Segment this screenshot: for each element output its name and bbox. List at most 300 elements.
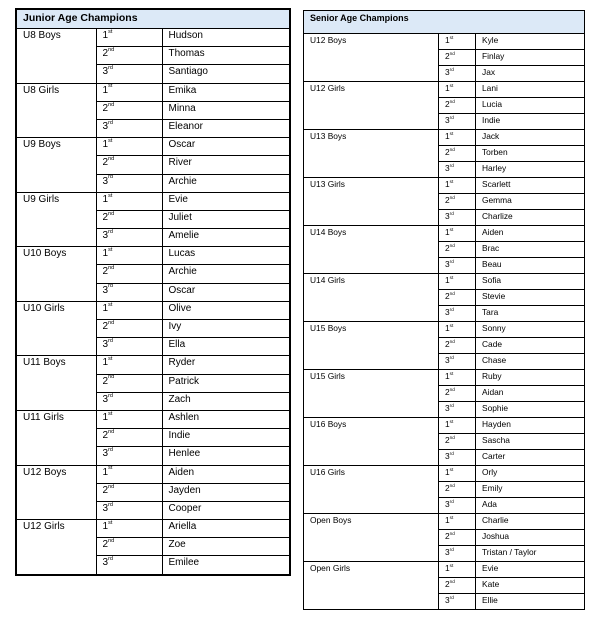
place-cell <box>439 482 476 498</box>
table-row <box>16 320 290 338</box>
place-number: 2 <box>445 51 450 61</box>
table-row <box>16 392 290 410</box>
table-row <box>304 322 585 338</box>
place-number: 2 <box>445 147 450 157</box>
winner-name-cell: Tristan / Taylor <box>476 546 585 562</box>
winner-name-cell: Jax <box>476 66 585 82</box>
junior-table-header <box>16 9 290 29</box>
place-cell <box>96 283 162 301</box>
table-row <box>16 465 290 483</box>
place-number: 2 <box>102 266 109 278</box>
place-number: 1 <box>445 227 450 237</box>
place-suffix: st <box>449 274 454 280</box>
place-suffix: rd <box>108 228 113 235</box>
category-cell <box>304 210 439 226</box>
place-cell <box>439 274 476 290</box>
category-cell <box>16 229 96 247</box>
place-cell <box>439 386 476 402</box>
table-row <box>16 283 290 301</box>
table-row <box>16 83 290 101</box>
place-suffix: nd <box>449 146 455 152</box>
place-cell <box>96 374 162 392</box>
place-cell <box>439 290 476 306</box>
place-cell <box>439 450 476 466</box>
place-suffix: rd <box>449 306 454 312</box>
table-row <box>16 501 290 519</box>
place-number: 2 <box>102 375 109 387</box>
winner-name-cell: Aiden <box>162 465 290 483</box>
winner-name-cell: Oscar <box>162 283 290 301</box>
category-cell <box>16 501 96 519</box>
place-number: 3 <box>445 259 450 269</box>
category-cell <box>304 66 439 82</box>
place-number: 3 <box>445 67 450 77</box>
place-suffix: nd <box>449 242 455 248</box>
winner-name-cell: Torben <box>476 146 585 162</box>
category-cell <box>304 242 439 258</box>
category-cell <box>16 374 96 392</box>
winner-name-cell: Ella <box>162 338 290 356</box>
place-number: 1 <box>102 466 109 478</box>
place-number: 3 <box>102 502 109 514</box>
winner-name-cell: Evie <box>162 192 290 210</box>
table-row <box>16 119 290 137</box>
place-suffix: nd <box>449 98 455 104</box>
table-row <box>16 520 290 538</box>
winner-name-cell: Indie <box>476 114 585 130</box>
table-row <box>304 66 585 82</box>
category-cell: U9 Girls <box>16 192 96 210</box>
table-row <box>16 356 290 374</box>
senior-table-header <box>304 11 585 34</box>
place-suffix: st <box>108 356 113 363</box>
place-number: 3 <box>102 230 109 242</box>
table-row <box>304 258 585 274</box>
place-suffix: nd <box>449 338 455 344</box>
winner-name-cell: Tara <box>476 306 585 322</box>
place-cell <box>96 119 162 137</box>
place-number: 2 <box>445 243 450 253</box>
junior-title: Junior Age Champions <box>16 9 290 29</box>
place-cell <box>96 192 162 210</box>
table-row <box>16 556 290 575</box>
winner-name-cell: Archie <box>162 174 290 192</box>
category-cell <box>16 320 96 338</box>
table-row <box>304 514 585 530</box>
category-cell: U9 Boys <box>16 138 96 156</box>
winner-name-cell: Scarlett <box>476 178 585 194</box>
senior-title: Senior Age Champions <box>304 11 585 34</box>
category-cell <box>16 429 96 447</box>
winner-name-cell: Henlee <box>162 447 290 465</box>
place-suffix: nd <box>108 156 115 163</box>
table-row <box>16 429 290 447</box>
winner-name-cell: Kate <box>476 578 585 594</box>
place-number: 1 <box>445 467 450 477</box>
place-number: 1 <box>445 419 450 429</box>
place-cell <box>439 194 476 210</box>
table-row <box>16 265 290 283</box>
place-cell <box>96 247 162 265</box>
table-row <box>16 156 290 174</box>
place-number: 3 <box>445 211 450 221</box>
category-cell <box>304 482 439 498</box>
table-row <box>304 354 585 370</box>
table-row <box>304 578 585 594</box>
winner-name-cell: River <box>162 156 290 174</box>
winner-name-cell: Hudson <box>162 29 290 47</box>
table-row <box>304 34 585 50</box>
category-cell <box>16 119 96 137</box>
winner-name-cell: Beau <box>476 258 585 274</box>
category-cell: U16 Girls <box>304 466 439 482</box>
winner-name-cell: Olive <box>162 301 290 319</box>
winner-name-cell: Sonny <box>476 322 585 338</box>
place-suffix: rd <box>449 258 454 264</box>
place-cell <box>96 210 162 228</box>
category-cell <box>304 290 439 306</box>
place-suffix: nd <box>449 434 455 440</box>
winner-name-cell: Santiago <box>162 65 290 83</box>
place-suffix: nd <box>108 538 115 545</box>
table-row <box>304 50 585 66</box>
place-suffix: nd <box>449 50 455 56</box>
place-number: 2 <box>102 321 109 332</box>
category-cell: U12 Boys <box>16 465 96 483</box>
place-number: 3 <box>102 448 109 460</box>
place-cell <box>96 429 162 447</box>
place-cell <box>439 226 476 242</box>
winner-name-cell: Brac <box>476 242 585 258</box>
category-cell <box>16 283 96 301</box>
place-suffix: st <box>108 137 113 144</box>
place-suffix: st <box>108 83 113 90</box>
winner-name-cell: Joshua <box>476 530 585 546</box>
category-cell <box>304 402 439 418</box>
winner-name-cell: Gemma <box>476 194 585 210</box>
place-cell <box>439 66 476 82</box>
category-cell <box>16 156 96 174</box>
category-cell <box>304 194 439 210</box>
place-cell <box>439 162 476 178</box>
place-cell <box>439 546 476 562</box>
place-number: 1 <box>102 357 109 369</box>
place-cell <box>439 514 476 530</box>
place-cell <box>96 410 162 428</box>
place-suffix: rd <box>449 210 454 216</box>
place-number: 3 <box>102 284 109 296</box>
place-cell <box>439 418 476 434</box>
table-row <box>16 247 290 265</box>
winner-name-cell: Carter <box>476 450 585 466</box>
place-number: 1 <box>102 521 109 533</box>
place-cell <box>439 98 476 114</box>
senior-champions-table <box>303 10 585 610</box>
winner-name-cell: Indie <box>162 429 290 447</box>
place-cell <box>439 82 476 98</box>
place-cell <box>439 322 476 338</box>
winner-name-cell: Eleanor <box>162 119 290 137</box>
table-row <box>16 101 290 119</box>
place-suffix: st <box>108 28 113 35</box>
place-number: 3 <box>102 175 109 187</box>
place-number: 1 <box>445 179 450 189</box>
place-cell <box>96 338 162 356</box>
category-cell: U15 Girls <box>304 370 439 386</box>
category-cell <box>16 174 96 192</box>
place-cell <box>439 594 476 610</box>
winner-name-cell: Minna <box>162 101 290 119</box>
place-suffix: nd <box>449 386 455 392</box>
table-row <box>16 65 290 83</box>
category-cell <box>304 162 439 178</box>
junior-table-body <box>16 9 290 575</box>
table-row <box>304 498 585 514</box>
table-row <box>304 546 585 562</box>
table-row <box>304 130 585 146</box>
place-cell <box>96 556 162 575</box>
place-suffix: rd <box>108 119 113 126</box>
place-number: 1 <box>102 139 109 151</box>
table-row <box>304 210 585 226</box>
category-cell <box>304 386 439 402</box>
winner-name-cell: Charlize <box>476 210 585 226</box>
table-row <box>16 483 290 501</box>
winner-name-cell: Juliet <box>162 210 290 228</box>
place-number: 3 <box>445 307 450 317</box>
table-row <box>16 410 290 428</box>
place-suffix: rd <box>108 392 113 399</box>
place-cell <box>96 356 162 374</box>
winner-name-cell: Sascha <box>476 434 585 450</box>
category-cell <box>16 47 96 65</box>
winner-name-cell: Harley <box>476 162 585 178</box>
category-cell: Open Boys <box>304 514 439 530</box>
place-suffix: st <box>449 562 454 568</box>
category-cell <box>16 338 96 356</box>
place-cell <box>439 258 476 274</box>
category-cell <box>16 101 96 119</box>
place-number: 2 <box>102 211 109 223</box>
place-cell <box>96 83 162 101</box>
table-row <box>16 138 290 156</box>
place-number: 3 <box>102 120 109 132</box>
category-cell <box>304 594 439 610</box>
category-cell <box>304 546 439 562</box>
place-suffix: st <box>449 130 454 136</box>
place-number: 3 <box>102 339 109 351</box>
winner-name-cell: Patrick <box>162 374 290 392</box>
table-row <box>16 47 290 65</box>
place-cell <box>439 434 476 450</box>
place-suffix: rd <box>108 283 113 290</box>
place-cell <box>439 178 476 194</box>
category-cell <box>304 450 439 466</box>
place-number: 1 <box>102 84 109 96</box>
place-suffix: nd <box>108 428 115 435</box>
category-cell <box>304 530 439 546</box>
place-number: 3 <box>445 403 450 413</box>
place-suffix: st <box>108 410 113 417</box>
category-cell <box>304 114 439 130</box>
place-cell <box>439 338 476 354</box>
place-suffix: nd <box>449 194 455 200</box>
place-cell <box>96 465 162 483</box>
place-suffix: nd <box>108 319 115 326</box>
table-row <box>304 82 585 98</box>
place-number: 3 <box>102 66 109 78</box>
place-suffix: rd <box>449 162 454 168</box>
senior-table-body <box>304 11 585 610</box>
winner-name-cell: Emilee <box>162 556 290 575</box>
place-number: 1 <box>445 275 450 285</box>
category-cell: U11 Girls <box>16 410 96 428</box>
place-cell <box>96 501 162 519</box>
category-cell <box>304 306 439 322</box>
table-row <box>304 178 585 194</box>
place-suffix: nd <box>108 265 115 272</box>
place-suffix: nd <box>108 47 115 54</box>
place-number: 2 <box>445 387 450 397</box>
place-number: 1 <box>445 131 450 141</box>
place-cell <box>96 320 162 338</box>
category-cell: U10 Girls <box>16 301 96 319</box>
place-number: 2 <box>102 430 109 442</box>
place-cell <box>439 354 476 370</box>
category-cell: U13 Girls <box>304 178 439 194</box>
place-cell <box>439 466 476 482</box>
place-number: 3 <box>445 355 450 365</box>
winner-name-cell: Thomas <box>162 47 290 65</box>
place-suffix: nd <box>449 290 455 296</box>
winner-name-cell: Emily <box>476 482 585 498</box>
winner-name-cell: Ashlen <box>162 410 290 428</box>
table-row <box>304 338 585 354</box>
place-suffix: st <box>449 178 454 184</box>
category-cell: U12 Girls <box>16 520 96 538</box>
place-number: 3 <box>445 115 450 125</box>
winner-name-cell: Charlie <box>476 514 585 530</box>
place-suffix: st <box>449 226 454 232</box>
place-suffix: rd <box>108 65 113 72</box>
place-cell <box>439 578 476 594</box>
winner-name-cell: Ellie <box>476 594 585 610</box>
table-row <box>304 114 585 130</box>
place-number: 1 <box>102 193 109 205</box>
place-cell <box>439 498 476 514</box>
place-suffix: nd <box>449 530 455 536</box>
category-cell: U15 Boys <box>304 322 439 338</box>
winner-name-cell: Oscar <box>162 138 290 156</box>
place-cell <box>96 520 162 538</box>
table-row <box>304 450 585 466</box>
category-cell: U8 Boys <box>16 29 96 47</box>
place-number: 2 <box>102 157 109 169</box>
category-cell <box>304 354 439 370</box>
table-row <box>304 162 585 178</box>
place-suffix: rd <box>449 66 454 72</box>
place-number: 2 <box>445 195 450 205</box>
place-suffix: nd <box>108 483 115 490</box>
place-suffix: nd <box>449 578 455 584</box>
place-number: 1 <box>102 411 109 423</box>
table-row <box>304 194 585 210</box>
place-number: 1 <box>102 302 109 314</box>
place-cell <box>439 50 476 66</box>
place-suffix: rd <box>108 174 113 181</box>
winner-name-cell: Ada <box>476 498 585 514</box>
place-number: 2 <box>445 435 450 445</box>
table-row <box>16 338 290 356</box>
winner-name-cell: Ivy <box>162 320 290 338</box>
place-suffix: nd <box>449 482 455 488</box>
place-number: 2 <box>102 48 109 60</box>
winner-name-cell: Hayden <box>476 418 585 434</box>
place-number: 2 <box>102 484 109 496</box>
winner-name-cell: Aidan <box>476 386 585 402</box>
place-cell <box>96 229 162 247</box>
winner-name-cell: Lani <box>476 82 585 98</box>
category-cell <box>304 498 439 514</box>
winner-name-cell: Cade <box>476 338 585 354</box>
table-row <box>304 418 585 434</box>
place-cell <box>96 47 162 65</box>
winner-name-cell: Jack <box>476 130 585 146</box>
place-suffix: st <box>449 34 454 40</box>
table-row <box>304 386 585 402</box>
table-row <box>304 594 585 610</box>
table-row <box>16 447 290 465</box>
place-suffix: st <box>449 418 454 424</box>
place-number: 1 <box>102 248 109 260</box>
table-row <box>304 402 585 418</box>
category-cell: U14 Girls <box>304 274 439 290</box>
category-cell: U10 Boys <box>16 247 96 265</box>
table-row <box>304 466 585 482</box>
category-cell <box>16 447 96 465</box>
category-cell: U14 Boys <box>304 226 439 242</box>
category-cell <box>304 98 439 114</box>
place-cell <box>96 265 162 283</box>
place-suffix: rd <box>108 447 113 454</box>
place-cell <box>96 174 162 192</box>
place-number: 1 <box>445 371 450 381</box>
winner-name-cell: Aiden <box>476 226 585 242</box>
place-suffix: rd <box>449 354 454 360</box>
winner-name-cell: Sophie <box>476 402 585 418</box>
category-cell <box>16 65 96 83</box>
winner-name-cell: Evie <box>476 562 585 578</box>
place-suffix: st <box>449 82 454 88</box>
category-cell: U13 Boys <box>304 130 439 146</box>
place-number: 2 <box>445 99 450 109</box>
category-cell <box>16 392 96 410</box>
table-row <box>304 434 585 450</box>
place-cell <box>96 483 162 501</box>
winner-name-cell: Cooper <box>162 501 290 519</box>
place-cell <box>439 146 476 162</box>
table-row <box>16 174 290 192</box>
category-cell <box>16 556 96 575</box>
place-suffix: st <box>108 465 113 472</box>
winner-name-cell: Ariella <box>162 520 290 538</box>
winner-name-cell: Chase <box>476 354 585 370</box>
place-number: 3 <box>445 547 450 557</box>
place-number: 1 <box>445 563 450 573</box>
place-cell <box>439 306 476 322</box>
winner-name-cell: Lucas <box>162 247 290 265</box>
place-cell <box>439 242 476 258</box>
